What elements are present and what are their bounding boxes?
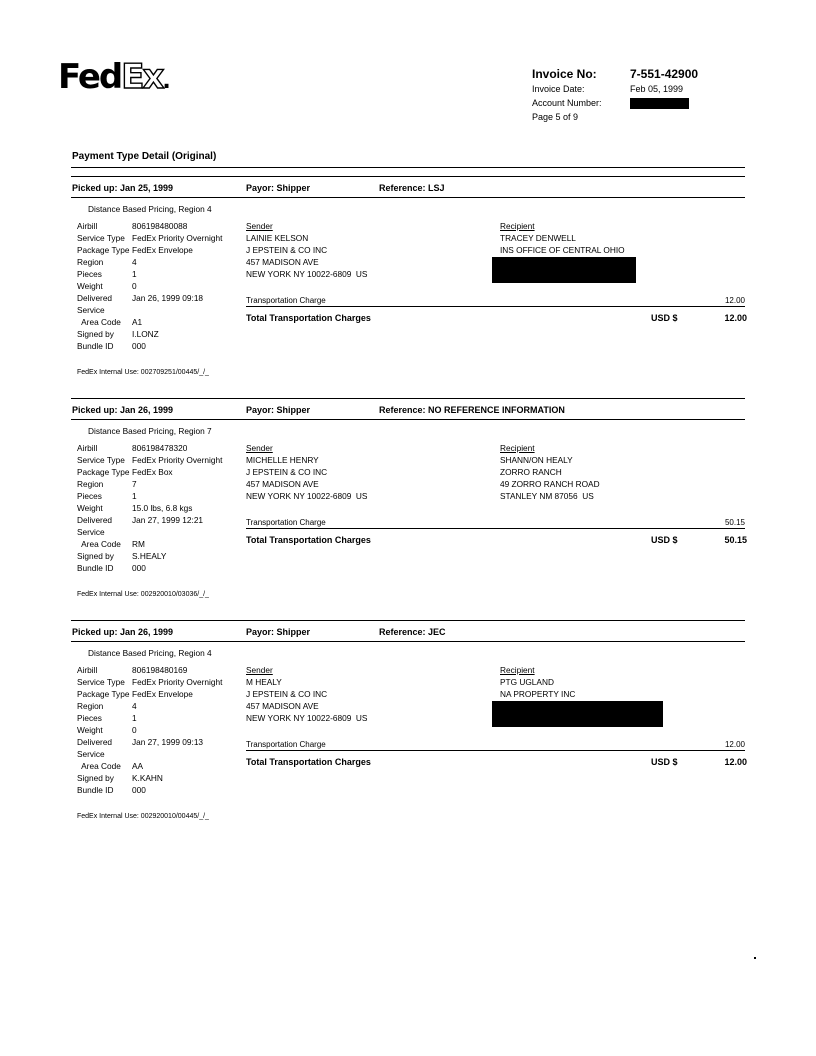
field-label: Weight: [77, 281, 103, 291]
recipient-line: TRACEY DENWELL: [500, 233, 576, 243]
picked-up: Picked up: Jan 25, 1999: [72, 183, 174, 193]
sender-line: 457 MADISON AVE: [246, 701, 319, 711]
shipment-header-rule: [71, 197, 745, 198]
field-label: Area Code: [77, 539, 121, 549]
sender-lines: [246, 454, 367, 502]
payor: Payor: Shipper: [246, 183, 311, 193]
field-label: Airbill: [77, 665, 98, 675]
field-value: A1: [132, 317, 143, 327]
field-value: AA: [132, 761, 144, 771]
field-value: Jan 27, 1999 12:21: [132, 515, 204, 525]
invoice-no-label: Invoice No:: [532, 67, 597, 81]
picked-up: Picked up: Jan 26, 1999: [72, 405, 174, 415]
field-label: Delivered: [77, 293, 113, 303]
shipment-fields: [77, 220, 242, 360]
field-value: 4: [132, 701, 137, 711]
field-value: 000: [132, 785, 146, 795]
sender-lines: [246, 232, 367, 280]
field-label: Pieces: [77, 491, 102, 501]
field-value: FedEx Priority Overnight: [132, 455, 223, 465]
account-number-redaction: [630, 98, 689, 109]
account-number-label: Account Number:: [532, 98, 602, 108]
field-label: Service Type: [77, 455, 125, 465]
field-value: 1: [132, 713, 137, 723]
invoice-date-label: Invoice Date:: [532, 84, 585, 94]
field-label: Package Type: [77, 467, 130, 477]
sender-line: NEW YORK NY 10022-6809 US: [246, 269, 368, 279]
sender-line: J EPSTEIN & CO INC: [246, 245, 328, 255]
shipment-top-rule: [71, 620, 745, 621]
field-label: Weight: [77, 503, 103, 513]
total-rule: [246, 306, 745, 307]
sender-block: [246, 442, 367, 502]
transport-label: Transportation Charge: [246, 740, 326, 749]
field-value: 7: [132, 479, 137, 489]
recipient-lines: [500, 676, 575, 700]
field-label: Package Type: [77, 689, 130, 699]
shipment-header-rule: [71, 641, 745, 642]
field-value: 806198480169: [132, 665, 188, 675]
sender-block: [246, 664, 367, 724]
field-label: Region: [77, 479, 104, 489]
transport-amount: 12.00: [724, 740, 745, 749]
field-label: Service Type: [77, 677, 125, 687]
currency: USD $: [651, 313, 678, 323]
field-label: Delivered: [77, 515, 113, 525]
logo-ex: Ex: [121, 57, 163, 97]
recipient-line: PTG UGLAND: [500, 677, 554, 687]
sender-line: J EPSTEIN & CO INC: [246, 689, 328, 699]
pricing: Distance Based Pricing, Region 7: [88, 426, 212, 436]
field-value: RM: [132, 539, 145, 549]
pricing: Distance Based Pricing, Region 4: [88, 204, 212, 214]
sender-line: J EPSTEIN & CO INC: [246, 467, 328, 477]
pricing: Distance Based Pricing, Region 4: [88, 648, 212, 658]
field-value: S.HEALY: [132, 551, 167, 561]
field-value: Jan 27, 1999 09:13: [132, 737, 204, 747]
field-value: Jan 26, 1999 09:18: [132, 293, 204, 303]
recipient-line: SHANN/ON HEALY: [500, 455, 573, 465]
shipment-fields: [77, 442, 242, 582]
field-value: K.KAHN: [132, 773, 163, 783]
field-value: I.LONZ: [132, 329, 159, 339]
total-label: Total Transportation Charges: [246, 757, 371, 767]
shipment-fields: [77, 664, 242, 804]
field-label: Service: [77, 749, 105, 759]
shipment-top-rule: [71, 176, 745, 177]
total-rule: [246, 750, 745, 751]
transport-label: Transportation Charge: [246, 296, 326, 305]
section-title: Payment Type Detail (Original): [72, 151, 217, 162]
recipient-lines: [500, 454, 600, 502]
field-label: Service Type: [77, 233, 125, 243]
reference: Reference: NO REFERENCE INFORMATION: [379, 405, 565, 415]
field-label: Bundle ID: [77, 563, 114, 573]
shipment-header-rule: [71, 419, 745, 420]
field-label: Delivered: [77, 737, 113, 747]
shipment-block: [0, 168, 816, 398]
field-label: Service: [77, 305, 105, 315]
sender-line: 457 MADISON AVE: [246, 257, 319, 267]
sender-line: NEW YORK NY 10022-6809 US: [246, 713, 368, 723]
total-amount: 12.00: [724, 313, 747, 323]
field-label: Service: [77, 527, 105, 537]
sender-line: NEW YORK NY 10022-6809 US: [246, 491, 368, 501]
field-value: 806198478320: [132, 443, 188, 453]
shipment-block: [0, 390, 816, 620]
field-value: 4: [132, 257, 137, 267]
currency: USD $: [651, 535, 678, 545]
field-label: Signed by: [77, 329, 114, 339]
sender-line: M HEALY: [246, 677, 282, 687]
recipient-redaction: [492, 257, 636, 283]
invoice-date: Feb 05, 1999: [630, 84, 684, 94]
field-label: Bundle ID: [77, 341, 114, 351]
recipient-line: STANLEY NM 87056 US: [500, 491, 594, 501]
sender-label: Sender: [246, 443, 273, 453]
reference: Reference: LSJ: [379, 183, 445, 193]
field-label: Signed by: [77, 551, 114, 561]
field-value: 000: [132, 341, 146, 351]
field-label: Pieces: [77, 713, 102, 723]
total-label: Total Transportation Charges: [246, 535, 371, 545]
sender-block: [246, 220, 367, 280]
field-label: Region: [77, 701, 104, 711]
field-value: 15.0 lbs, 6.8 kgs: [132, 503, 193, 513]
field-label: Package Type: [77, 245, 130, 255]
recipient-line: ZORRO RANCH: [500, 467, 562, 477]
recipient-line: INS OFFICE OF CENTRAL OHIO: [500, 245, 625, 255]
recipient-block: [500, 664, 575, 700]
field-label: Pieces: [77, 269, 102, 279]
sender-lines: [246, 676, 367, 724]
field-value: FedEx Box: [132, 467, 173, 477]
field-label: Area Code: [77, 761, 121, 771]
page-number: Page 5 of 9: [532, 112, 579, 122]
field-value: FedEx Envelope: [132, 245, 193, 255]
field-value: 806198480088: [132, 221, 188, 231]
field-value: FedEx Priority Overnight: [132, 677, 223, 687]
payor: Payor: Shipper: [246, 405, 311, 415]
field-value: 1: [132, 269, 137, 279]
payor: Payor: Shipper: [246, 627, 311, 637]
recipient-label: Recipient: [500, 443, 535, 453]
picked-up: Picked up: Jan 26, 1999: [72, 627, 174, 637]
recipient-line: 49 ZORRO RANCH ROAD: [500, 479, 600, 489]
field-label: Region: [77, 257, 104, 267]
total-rule: [246, 528, 745, 529]
recipient-block: [500, 220, 625, 256]
field-label: Airbill: [77, 221, 98, 231]
invoice-no: 7-551-42900: [630, 67, 699, 81]
recipient-line: NA PROPERTY INC: [500, 689, 576, 699]
field-label: Airbill: [77, 443, 98, 453]
field-value: 000: [132, 563, 146, 573]
recipient-redaction: [492, 701, 663, 727]
reference: Reference: JEC: [379, 627, 446, 637]
transport-amount: 12.00: [724, 296, 745, 305]
field-value: FedEx Priority Overnight: [132, 233, 223, 243]
transport-label: Transportation Charge: [246, 518, 326, 527]
fedex-logo: [58, 57, 169, 97]
sender-line: 457 MADISON AVE: [246, 479, 319, 489]
logo-dot: .: [162, 69, 169, 94]
logo-fed: Fed: [58, 57, 122, 97]
total-label: Total Transportation Charges: [246, 313, 371, 323]
field-label: Weight: [77, 725, 103, 735]
field-value: 0: [132, 281, 137, 291]
field-label: Signed by: [77, 773, 114, 783]
internal-use: FedEx Internal Use: 002920010/00445/_/_: [77, 813, 209, 820]
internal-use: FedEx Internal Use: 002920010/03036/_/_: [77, 591, 209, 598]
recipient-label: Recipient: [500, 221, 535, 231]
transport-amount: 50.15: [724, 518, 745, 527]
currency: USD $: [651, 757, 678, 767]
sender-line: LAINIE KELSON: [246, 233, 309, 243]
recipient-label: Recipient: [500, 665, 535, 675]
field-value: 0: [132, 725, 137, 735]
total-amount: 50.15: [724, 535, 747, 545]
field-value: 1: [132, 491, 137, 501]
field-value: FedEx Envelope: [132, 689, 193, 699]
sender-label: Sender: [246, 665, 273, 675]
sender-line: MICHELLE HENRY: [246, 455, 319, 465]
shipment-top-rule: [71, 398, 745, 399]
recipient-block: [500, 442, 600, 502]
sender-label: Sender: [246, 221, 273, 231]
field-label: Area Code: [77, 317, 121, 327]
corner-mark: [754, 957, 756, 959]
total-amount: 12.00: [724, 757, 747, 767]
recipient-lines: [500, 232, 625, 256]
internal-use: FedEx Internal Use: 002709251/00445/_/_: [77, 369, 209, 376]
shipment-block: [0, 612, 816, 842]
field-label: Bundle ID: [77, 785, 114, 795]
